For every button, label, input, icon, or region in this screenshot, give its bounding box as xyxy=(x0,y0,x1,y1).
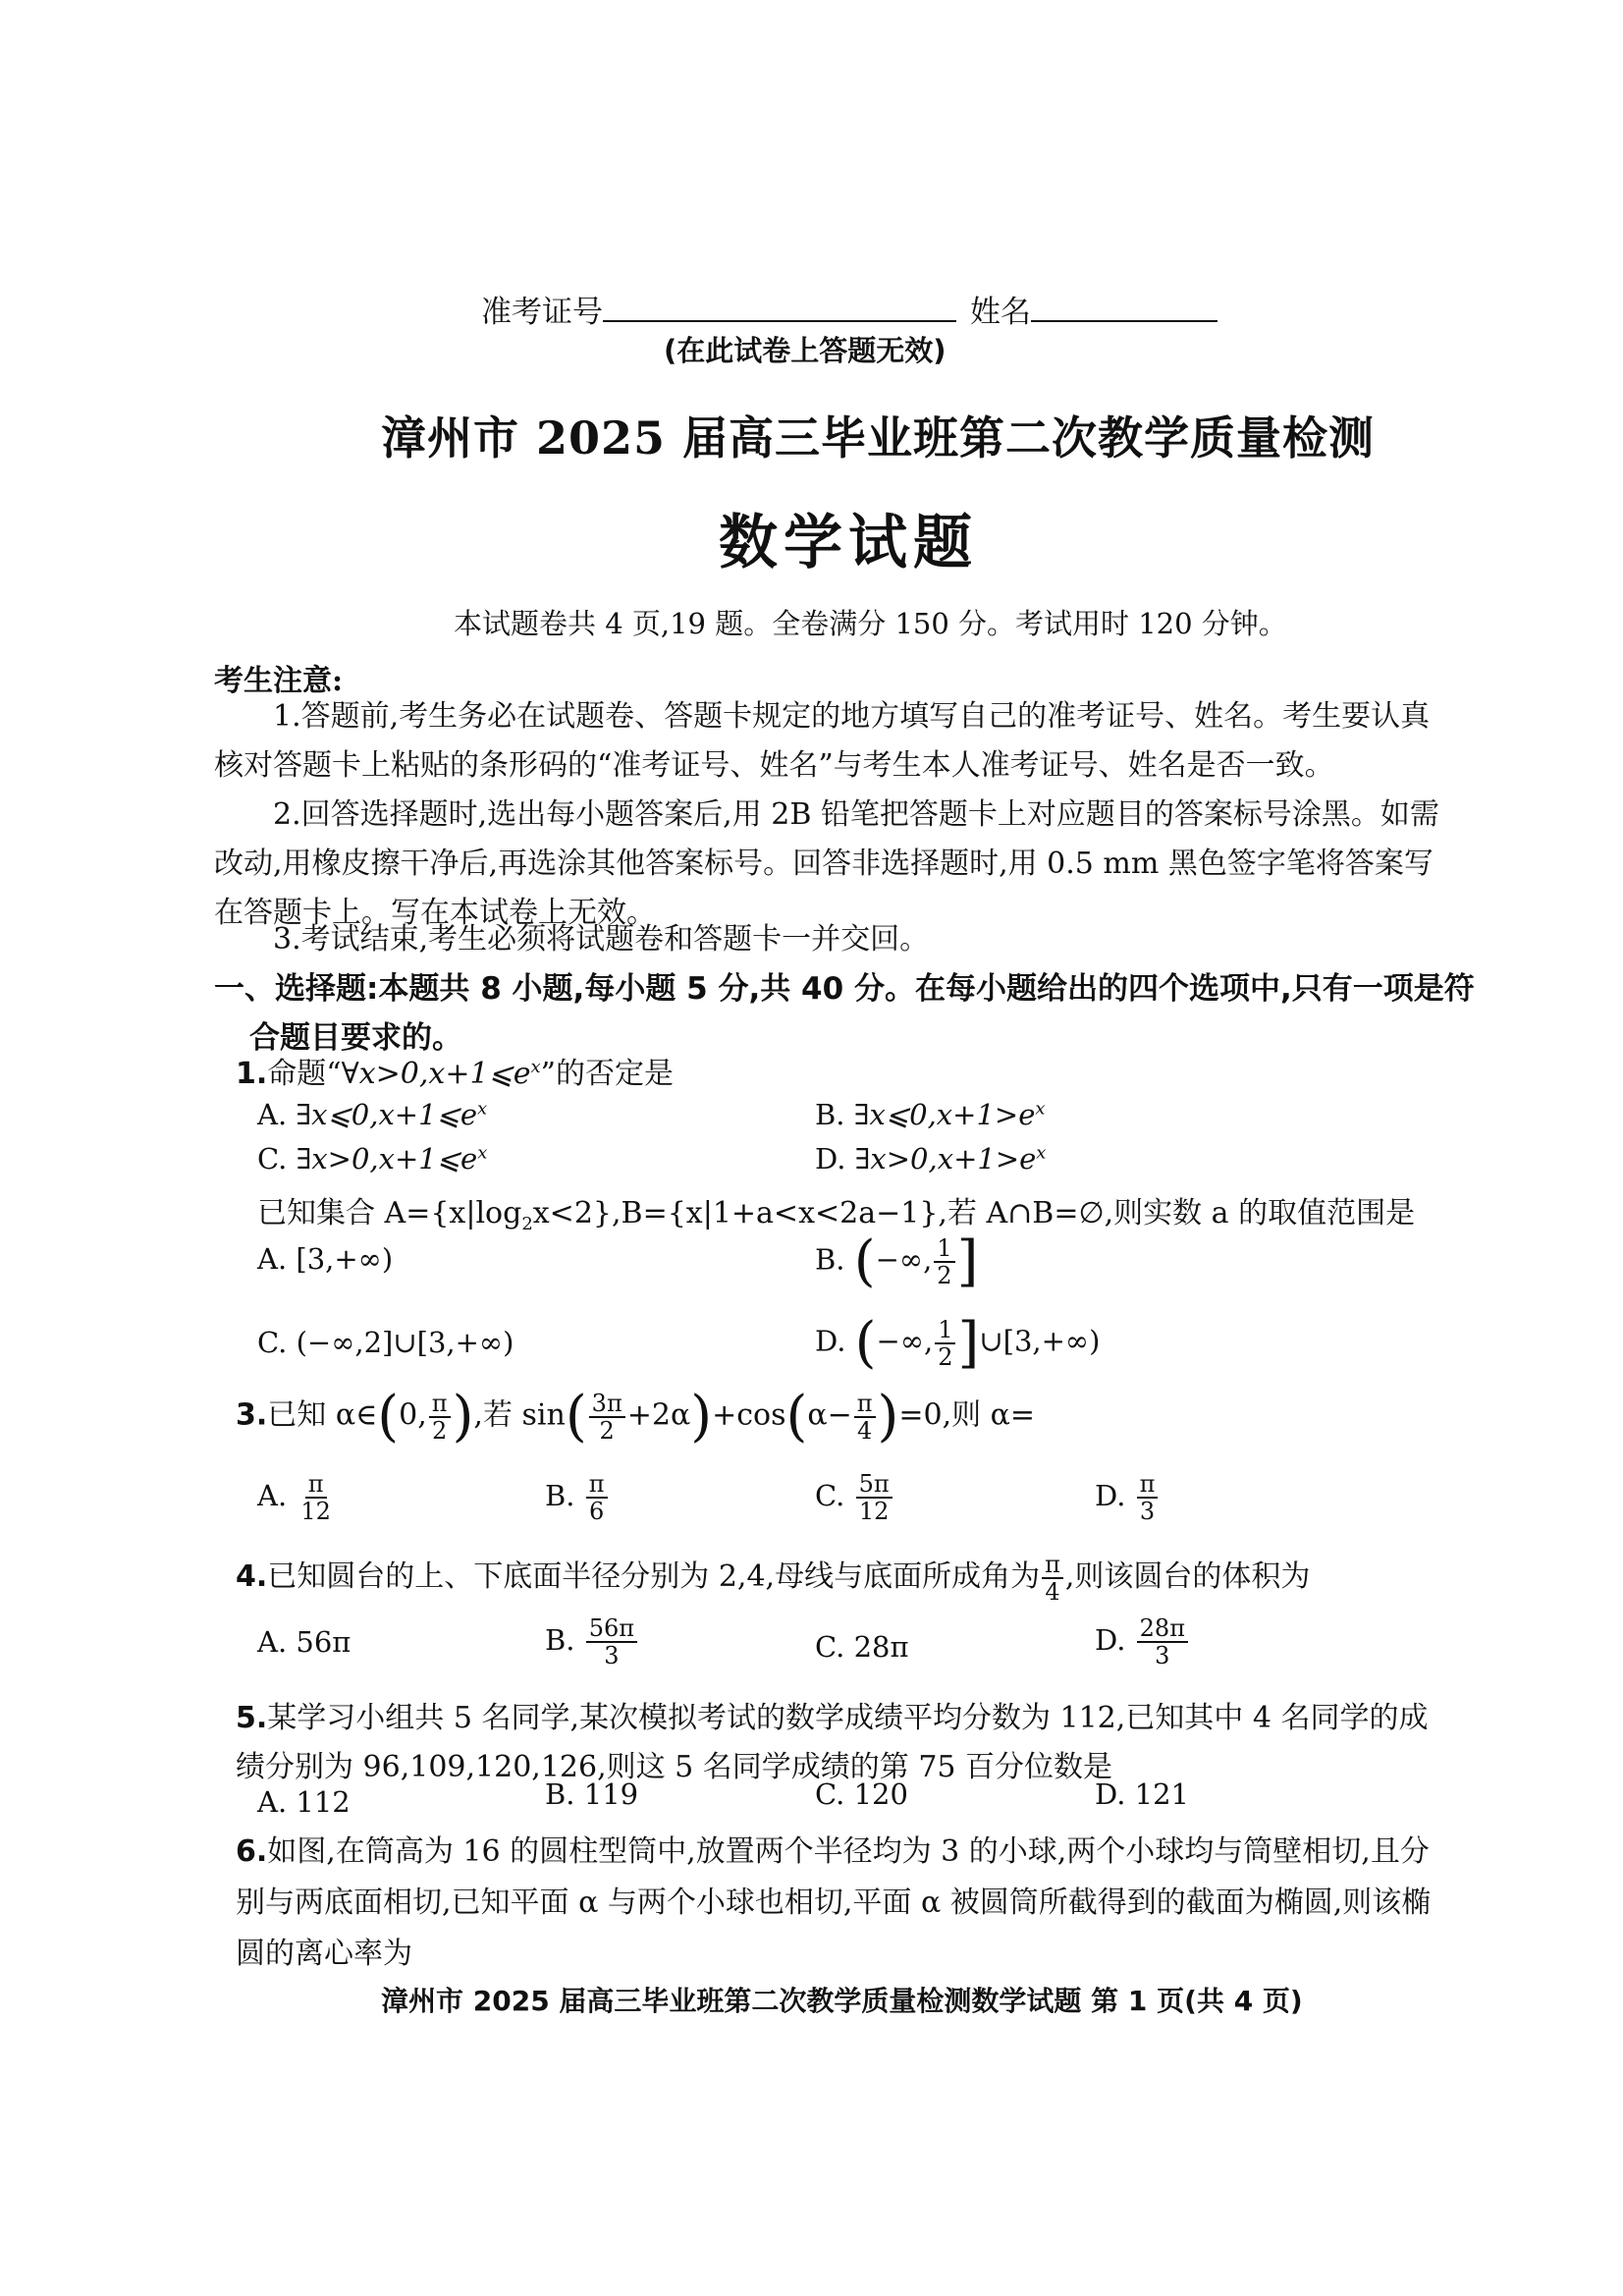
denominator: 2 xyxy=(937,1261,952,1289)
paren-open: ( xyxy=(854,1311,877,1375)
paren-open: ( xyxy=(377,1385,400,1449)
question-number: 5. xyxy=(236,1701,268,1735)
option-c xyxy=(815,1630,909,1664)
invalid-note: (在此试卷上答题无效) xyxy=(664,334,947,367)
question-text: +2α xyxy=(626,1397,691,1433)
option-a xyxy=(257,1625,351,1659)
option-text: 28π xyxy=(853,1630,909,1664)
option-b xyxy=(815,1230,978,1293)
numerator: π xyxy=(586,1471,608,1499)
option-sup: x xyxy=(1036,1142,1047,1164)
question-number: 6. xyxy=(236,1834,268,1869)
question-math: x>0,x+1⩽e xyxy=(358,1057,531,1091)
notice-title: 考生注意: xyxy=(214,664,344,698)
bracket-close: ] xyxy=(957,1311,980,1375)
option-d: D. 121 xyxy=(1095,1777,1190,1811)
bracket-close: ] xyxy=(956,1230,979,1293)
numerator: 1 xyxy=(934,1235,954,1263)
fraction xyxy=(856,1471,893,1524)
fraction xyxy=(586,1471,608,1524)
option-b xyxy=(545,1471,610,1524)
option-label: A. xyxy=(257,1479,297,1512)
question-text: 如图,在筒高为 16 的圆柱型筒中,放置两个半径均为 3 的小球,两个小球均与筒壁相切,且分别与两底面相切,已知平面 α 与两个小球也相切,平面 α 被圆筒所截得到的截面为椭圆,则该椭圆的离心率为 xyxy=(236,1834,1432,1971)
option-d xyxy=(1095,1471,1160,1524)
question-6 xyxy=(236,1827,1453,1980)
option-label: C. xyxy=(257,1142,297,1175)
name-label: 姓名 xyxy=(970,295,1031,330)
numerator: π xyxy=(1042,1552,1063,1579)
question-text: ,若 sin xyxy=(473,1397,566,1433)
option-label: B. xyxy=(545,1623,584,1657)
question-text: =0,则 α= xyxy=(898,1397,1036,1433)
fraction xyxy=(1137,1615,1188,1668)
exam-title: 漳州市 2025 届高三毕业班第二次教学质量检测 xyxy=(381,411,1376,465)
numerator: π xyxy=(854,1391,876,1418)
denominator: 2 xyxy=(599,1416,615,1445)
paren-open: ( xyxy=(785,1385,808,1449)
option-label: D. xyxy=(815,1324,855,1358)
option-label: D. xyxy=(1095,1479,1135,1512)
numerator: π xyxy=(429,1391,451,1418)
numerator: π xyxy=(1137,1471,1159,1499)
option-label: A. xyxy=(257,1098,297,1131)
numerator: 5π xyxy=(856,1471,893,1499)
fraction xyxy=(854,1391,876,1444)
question-text: +cos xyxy=(712,1397,786,1433)
option-label: C. xyxy=(815,1479,854,1512)
option-c xyxy=(815,1471,894,1524)
question-text: ”的否定是 xyxy=(540,1057,674,1091)
fraction xyxy=(1042,1552,1063,1605)
exam-intro: 本试题卷共 4 页,19 题。全卷满分 150 分。考试用时 120 分钟。 xyxy=(454,607,1287,640)
numerator: 28π xyxy=(1137,1615,1188,1643)
question-text: ,则该圆台的体积为 xyxy=(1064,1559,1311,1594)
option-label: D. xyxy=(815,1142,855,1175)
question-2 xyxy=(257,1188,1415,1234)
question-text: 某学习小组共 5 名同学,某次模拟考试的数学成绩平均分数为 112,已知其中 4 名同学的成绩分别为 96,109,120,126,则这 5 名同学成绩的第 75 百分位数是 xyxy=(236,1701,1429,1784)
option-d xyxy=(815,1142,1046,1175)
question-text: 命题“∀ xyxy=(267,1057,359,1091)
option-text: ∪[3,+∞) xyxy=(979,1324,1101,1358)
name-blank xyxy=(1031,293,1217,322)
option-d xyxy=(815,1311,1100,1375)
option-c xyxy=(257,1326,514,1359)
option-a xyxy=(257,1242,393,1276)
denominator: 4 xyxy=(856,1416,873,1445)
option-text: [3,+∞) xyxy=(296,1242,394,1276)
option-c: C. 120 xyxy=(815,1777,908,1811)
option-math: ∃x>0,x+1>e xyxy=(854,1142,1037,1175)
notice-item: 2.回答选择题时,选出每小题答案后,用 2B 铅笔把答题卡上对应题目的答案标号涂黑。如需改动,用橡皮擦干净后,再选涂其他答案标号。回答非选择题时,用 0.5 mm 黑色签字笔将答案写在答题卡上。写在本试卷上无效。 xyxy=(214,797,1439,930)
denominator: 12 xyxy=(300,1498,331,1525)
denominator: 12 xyxy=(858,1498,890,1525)
denominator: 6 xyxy=(589,1498,605,1525)
paren-open: ( xyxy=(853,1230,876,1293)
question-sub: 2 xyxy=(521,1214,533,1234)
question-number: 4. xyxy=(236,1559,268,1594)
option-math: ∃x⩽0,x+1⩽e xyxy=(296,1098,478,1131)
admission-line xyxy=(481,287,1217,331)
option-label: B. xyxy=(815,1242,854,1277)
option-label: D. xyxy=(1095,1623,1135,1657)
numerator: 3π xyxy=(589,1391,625,1418)
question-text: α− xyxy=(807,1397,852,1433)
fraction xyxy=(586,1615,637,1668)
option-sup: x xyxy=(1035,1098,1046,1120)
option-c xyxy=(257,1142,487,1175)
denominator: 2 xyxy=(432,1416,448,1445)
question-math-sup: x xyxy=(530,1057,541,1077)
option-a xyxy=(257,1098,487,1131)
option-text: 56π xyxy=(296,1625,352,1659)
paren-open: ( xyxy=(565,1385,587,1449)
denominator: 3 xyxy=(1155,1642,1170,1669)
option-sup: x xyxy=(477,1142,488,1164)
question-number: 1. xyxy=(236,1057,268,1091)
paren-close: ) xyxy=(690,1385,713,1449)
option-a: A. 112 xyxy=(257,1785,351,1819)
question-text: 已知圆台的上、下底面半径分别为 2,4,母线与底面所成角为 xyxy=(267,1559,1041,1594)
option-b xyxy=(815,1098,1046,1131)
question-text: 已知 α∈ xyxy=(267,1397,378,1433)
denominator: 3 xyxy=(1139,1498,1156,1525)
option-b xyxy=(545,1615,639,1668)
numerator: π xyxy=(305,1471,327,1499)
question-text: 已知集合 A={x|log xyxy=(257,1196,522,1230)
denominator: 4 xyxy=(1045,1578,1060,1606)
option-label: A. xyxy=(257,1242,297,1276)
option-text: −∞, xyxy=(876,1324,934,1358)
question-number: 3. xyxy=(236,1397,268,1433)
fraction xyxy=(1137,1471,1159,1524)
paren-close: ) xyxy=(452,1385,474,1449)
option-label: B. xyxy=(815,1098,854,1131)
option-math: ∃x⩽0,x+1>e xyxy=(853,1098,1036,1131)
option-a xyxy=(257,1471,336,1524)
option-label: B. xyxy=(545,1479,584,1512)
question-text: x<2},B={x|1+a<x<2a−1},若 A∩B=∅,则实数 a 的取值范围是 xyxy=(532,1196,1416,1230)
question-4 xyxy=(236,1552,1310,1605)
option-text: −∞, xyxy=(875,1242,933,1277)
option-math: ∃x>0,x+1⩽e xyxy=(296,1142,478,1175)
option-label: A. xyxy=(257,1625,297,1659)
option-sup: x xyxy=(477,1098,488,1120)
page-footer: 漳州市 2025 届高三毕业班第二次教学质量检测数学试题 第 1 页(共 4 页) xyxy=(381,1985,1303,2017)
notice-item: 1.答题前,考生务必在试题卷、答题卡规定的地方填写自己的准考证号、姓名。考生要认真核对答题卡上粘贴的条形码的“准考证号、姓名”与考生本人准考证号、姓名是否一致。 xyxy=(214,699,1431,783)
question-text: 0, xyxy=(399,1397,427,1433)
option-label: C. xyxy=(257,1326,297,1359)
fraction xyxy=(589,1391,625,1444)
subject-title: 数学试题 xyxy=(719,509,978,577)
option-b: B. 119 xyxy=(545,1777,639,1811)
fraction xyxy=(429,1391,451,1444)
option-text: (−∞,2]∪[3,+∞) xyxy=(296,1326,514,1359)
question-1 xyxy=(236,1049,674,1092)
admission-label: 准考证号 xyxy=(481,295,603,330)
question-3 xyxy=(236,1385,1035,1449)
denominator: 2 xyxy=(938,1342,953,1371)
numerator: 1 xyxy=(935,1317,955,1344)
notice-item: 3.考试结束,考生必须将试题卷和答题卡一并交回。 xyxy=(273,922,930,957)
option-d xyxy=(1095,1615,1190,1668)
section-heading: 一、选择题:本题共 8 小题,每小题 5 分,共 40 分。在每小题给出的四个选项中,只有一项是符合题目要求的。 xyxy=(214,971,1475,1056)
paren-close: ) xyxy=(877,1385,899,1449)
admission-number-blank xyxy=(603,293,956,322)
numerator: 56π xyxy=(586,1615,637,1643)
denominator: 3 xyxy=(604,1642,620,1669)
fraction xyxy=(934,1235,954,1288)
fraction xyxy=(935,1317,955,1370)
option-label: C. xyxy=(815,1630,854,1664)
fraction xyxy=(298,1471,334,1524)
